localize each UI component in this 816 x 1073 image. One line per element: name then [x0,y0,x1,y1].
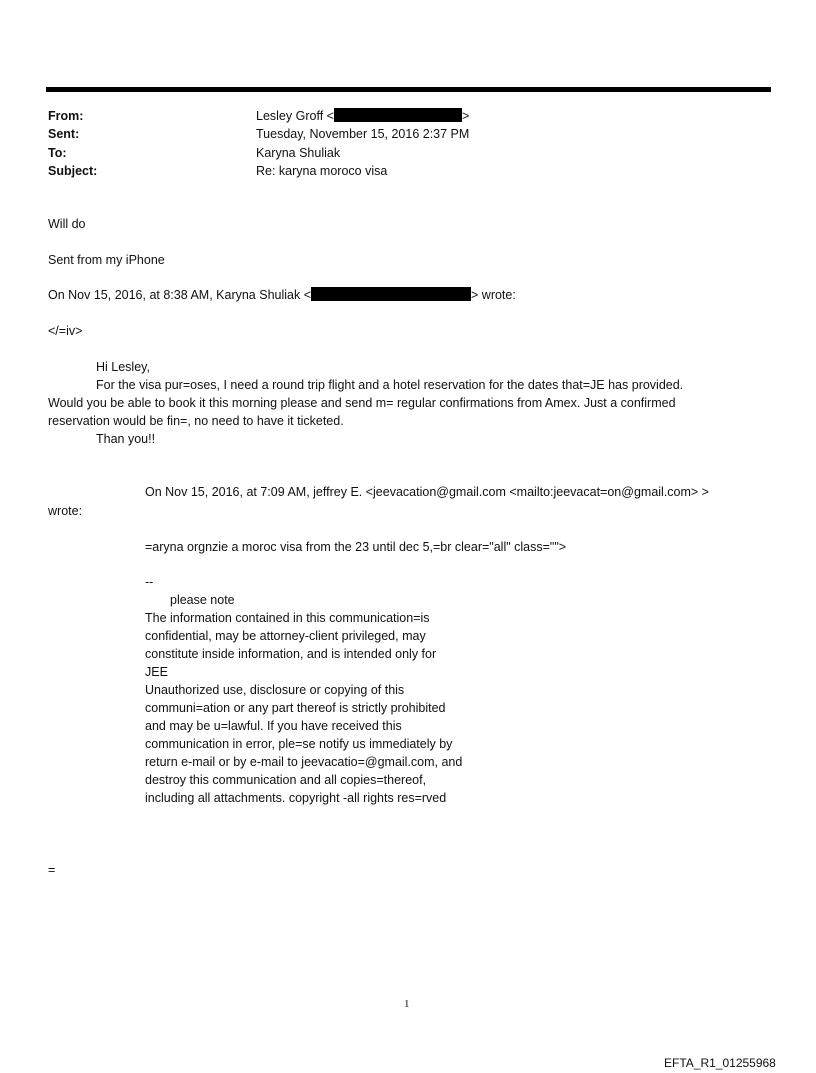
sent-value: Tuesday, November 15, 2016 2:37 PM [256,127,470,141]
signature-text: Sent from my iPhone [48,253,165,267]
bates-number: EFTA_R1_01255968 [664,1056,776,1070]
from-close: > [461,109,470,123]
reply-text: Will do [48,217,86,231]
to-label: To: [48,146,67,160]
subject-value: Re: karyna moroco visa [256,164,388,178]
disclaimer-line: and may be u=lawful. If you have received this [145,719,402,733]
trailing-equals: = [48,863,56,877]
disclaimer-line: The information contained in this communication=is [145,611,430,625]
disclaimer-line: including all attachments. copyright -all rights res=rved [145,791,447,805]
page-number: 1 [404,998,410,1010]
redaction-box [311,287,471,301]
signature-dashes: -- [145,575,154,589]
redaction-box [334,108,462,122]
thanks: Than you!! [96,432,156,446]
para-line-3: reservation would be fin=, no need to have it ticketed. [48,414,344,428]
nested-intro: On Nov 15, 2016, at 7:09 AM, jeffrey E. <jeevacation@gmail.com <mailto:jeevacat=on@gmail.com> > [145,485,709,499]
quote-intro-start: On Nov 15, 2016, at 8:38 AM, Karyna Shuliak < [48,288,312,302]
quote-intro [48,287,516,303]
disclaimer-line: communication in error, ple=se notify us immediately by [145,737,453,751]
disclaimer-line: confidential, may be attorney-client privileged, may [145,629,426,643]
header-rule [46,87,771,92]
disclaimer-line: Unauthorized use, disclosure or copying of this [145,683,405,697]
html-artifact: </=iv> [48,324,83,338]
disclaimer-line: communi=ation or any part thereof is strictly prohibited [145,701,446,715]
sent-label: Sent: [48,127,80,141]
to-value: Karyna Shuliak [256,146,341,160]
nested-wrote: wrote: [48,504,83,518]
subject-label: Subject: [48,164,98,178]
para-line-2: Would you be able to book it this morning please and send m= regular confirmations from Amex. Just a confirmed [48,396,676,410]
disclaimer-line: JEE [145,665,168,679]
quote-intro-end: > wrote: [471,288,516,302]
para-line-1: For the visa pur=oses, I need a round trip flight and a hotel reservation for the dates that=JE has provided. [96,378,684,392]
nested-message: =aryna orgnzie a moroc visa from the 23 until dec 5,=br clear="all" class=""> [145,540,567,554]
disclaimer-line: destroy this communication and all copies=thereof, [145,773,427,787]
from-label: From: [48,109,84,123]
disclaimer-line: constitute inside information, and is intended only for [145,647,437,661]
from-name: Lesley Groff < [256,109,334,123]
please-note: please note [170,593,235,607]
greeting: Hi Lesley, [96,360,150,374]
from-value [256,108,469,124]
disclaimer-line: return e-mail or by e-mail to jeevacatio=@gmail.com, and [145,755,463,769]
